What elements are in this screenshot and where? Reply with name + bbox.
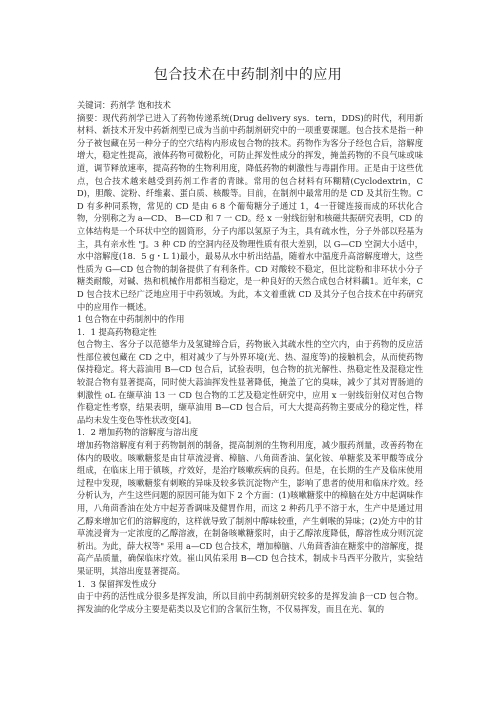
abstract-paragraph: 摘要：现代药剂学已进入了药物传递系统(Drug delivery sys．tern，DDS)的时代，利用新材料、新技术开发中药新剂型已成为当前中药制剂研究中的一项重要课题。包合技术是指一种分子被包藏在另一种分子的空穴结构内形成包合物的技术。药物作为客分子经包合后，溶解度增大，稳定性提高，液体药物可微粉化，可防止挥发性成分的挥发，掩盖药物的不良气味或味道，调节释放速率，提高药物的生物利用度，降低药物的刺激性与毒副作用。正是由于这些优点，包合技术越来越受到药剂工作者的青睐。常用的包合材料有环糊精(Cyclodextrin，CD)，胆酸、淀粉、纤维素、蛋白质、核酸等。目前，在制剂中最常用的是 CD 及其衍生物。CD 有多种同系物，常见的 CD 是由 6 8 个葡萄糖分子通过 1，4一苷键连接而成的环状化合物，分别称之为 a—CD、 B—CD 和 7 一 CD。经 x 一射线衍射和核磁共振研究表明，CD 的立体结构是一个环状中空的圆筒形，分子内部以氢原子为主，具有疏水性，分子外部以羟基为主，具有亲水性 "J。3 种 CD 的空洞内径及物理性质有很大差别，以 G—CD 空洞大小适中，水中溶解度(18．5 g・L 1)最小，最易从水中析出结晶，随着水中温度升高溶解度增大，这些性质为 G—CD 包合物的制备提供了有利条件。CD 对酸较不稳定，但比淀粉和非环状小分子糖类耐酸，对碱、热和机械作用都相当稳定，是一种良好的天然合成包合材料藕1。近年来，CD 包合技术已经广泛地应用于中药领域。为此，本文着重就 CD 及其分子包合技术在中药研究中的应用作一概述。 — [77, 112, 423, 312]
keywords-line: 关键词：药剂学 饱和技术 — [77, 100, 171, 110]
body-paragraph: 增加药物溶解度有利于药物制剂的制备，提高制剂的生物利用度，减少服药剂量，改善药物在体内的吸收。咳嗽糖浆是由甘草流浸膏、樟脑、八角茴香油、氯化铵、单糖浆及苯甲酸等成分组成，在临床上用于镇咳，疗效好，是治疗咳嗽疾病的良药。但是，在长期的生产及临床使用过程中发现，咳嗽糖浆有刺喉的异味及较多铁沉淀物产生，影响了患者的使用和临床疗效。经分析认为，产生这些问题的原因可能为如下 2 个方面：(1)咳嗽糖浆中的樟脑在处方中起调味作用，八角茴香油在处方中起芳香调味及健胃作用，而这 2 种药几乎不溶于水，生产中是通过用乙醇来增加它们的溶解度的，这样就导致了制剂中醇味较重，产生刺喉的异味；(2)处方中的甘草流浸膏为一定浓度的乙醇溶液，在制备咳嗽糖浆时，由于乙醇浓度降低，醇溶性成分则沉淀析出。为此，薛大权等" 采用 a—CD 包合技术，增加樟脑、八角茴香油在糖浆中的溶解度，提高产品质量，确保临床疗效。崔山风佑采用 B—CD 包合技术，制成卡马西平分散片，实验结果证明，其溶出度显著提高。 — [77, 440, 423, 576]
subsection-heading: 1．1 提高药物稳定性 — [77, 326, 157, 337]
page-title: 包合技术在中药制剂中的应用 — [153, 67, 343, 83]
section-heading: 1 包合物在中药制剂中的作用 — [77, 314, 185, 325]
body-paragraph: 包合物主、客分子以范德华力及氢键缔合后，药物嵌入其疏水性的空穴内，由于药物的反应活性部位被包藏在 CD 之中，相对减少了与外界环境(光、热、湿度等)的接触机会，从而使药物保持稳定。将大蒜油用 B—CD 包合后，试验表明，包合物的抗光解性、热稳定性及混稳定性较混合物有显著提高，同时使大蒜油挥发性显著降低，掩盖了它的臭味，减少了其对胃肠道的刺激性 oL 在缬草油 13 一 CD 包合物的工艺及稳定性研究中，应用 x 一射线衍射仪对包合物作稳定性考察，结果表明，缬草油用 B—CD 包合后，可大大提高药物主要成分的稳定性，样品均未发生变色等性状改变[4]。 — [77, 339, 423, 425]
subsection-heading: 1．2 增加药物的溶解度与溶出度 — [77, 427, 199, 438]
document-body — [77, 99, 423, 615]
subsection-heading: 1．3 保留挥发性成分 — [77, 578, 157, 589]
body-paragraph: 由于中药的活性成分很多是挥发油，所以目前中药制剂研究较多的是挥发油 β一CD 包合物。挥发油的化学成分主要是萜类以及它们的含氧衍生物，不仅易挥发，而且在光、氧的 — [77, 591, 423, 614]
